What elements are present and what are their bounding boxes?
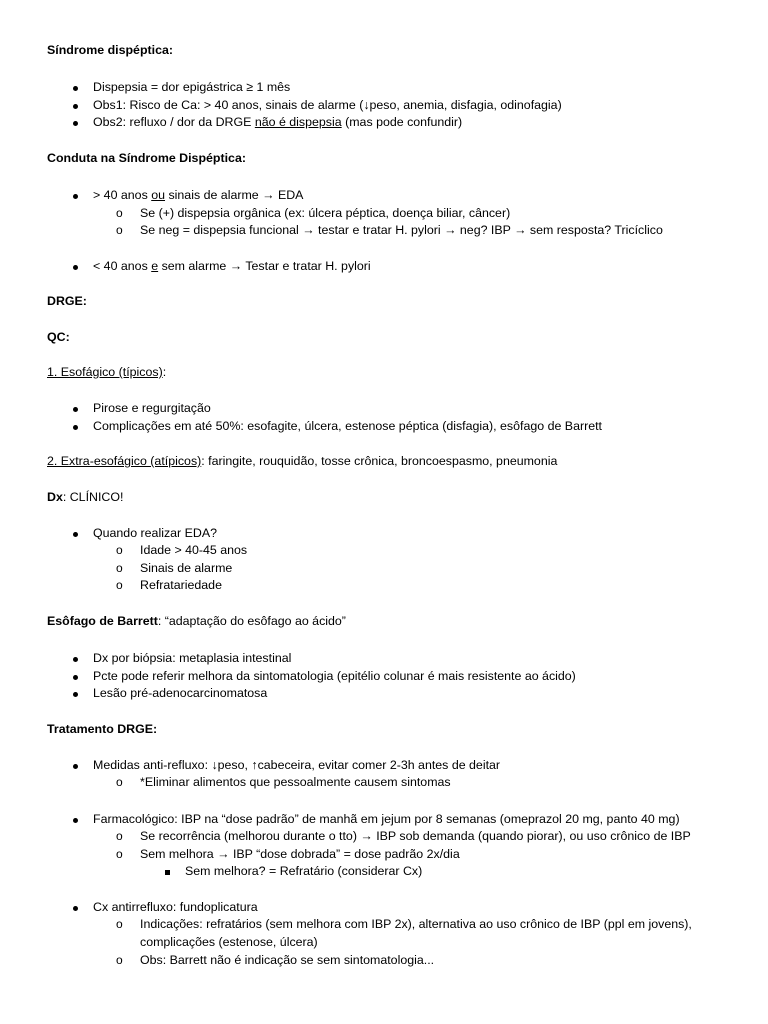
sub-bullet: o <box>116 578 123 592</box>
bullet <box>73 104 78 109</box>
sub-list-item: Sinais de alarme <box>140 561 233 575</box>
heading-sindrome-dispeptica: Síndrome dispéptica: <box>47 43 173 57</box>
bullet <box>73 265 78 270</box>
sub-bullet: o <box>116 829 123 843</box>
sub-list-item: Indicações: refratários (sem melhora com IBP 2x), alternativa ao uso crônico de IBP (ppl em jovens), <box>140 917 692 931</box>
sub-list-item: Idade > 40-45 anos <box>140 543 248 557</box>
bullet <box>73 657 78 662</box>
bullet <box>73 86 78 91</box>
sub-list-item: Obs: Barrett não é indicação se sem sintomatologia... <box>140 953 435 967</box>
bullet <box>73 425 78 430</box>
bullet <box>73 407 78 412</box>
sub-list-item: Refratariedade <box>140 578 222 592</box>
list-item: Complicações em até 50%: esofagite, úlcera, estenose péptica (disfagia), esôfago de Barrett <box>93 419 602 433</box>
bullet <box>73 906 78 911</box>
heading-esofagico: 1. Esofágico (típicos): <box>47 365 167 379</box>
heading-conduta: Conduta na Síndrome Dispéptica: <box>47 151 246 165</box>
sub-bullet: o <box>116 223 123 237</box>
heading-tratamento: Tratamento DRGE: <box>47 722 158 736</box>
list-item: Lesão pré-adenocarcinomatosa <box>93 686 268 700</box>
bullet <box>73 194 78 199</box>
heading-qc: QC: <box>47 330 70 344</box>
sub-list-item-continuation: complicações (estenose, úlcera) <box>140 935 318 949</box>
list-item: Medidas anti-refluxo: ↓peso, ↑cabeceira, evitar comer 2-3h antes de deitar <box>93 758 501 772</box>
list-item: Cx antirrefluxo: fundoplicatura <box>93 900 258 914</box>
list-item: > 40 anos ou sinais de alarme → EDA <box>93 188 304 202</box>
bullet <box>73 764 78 769</box>
sub-list-item: Se recorrência (melhorou durante o tto) → IBP sob demanda (quando piorar), ou uso crônico de IBP <box>140 829 691 843</box>
sub-bullet: o <box>116 847 123 861</box>
sub-list-item: Sem melhora → IBP “dose dobrada” = dose padrão 2x/dia <box>140 847 460 861</box>
list-item: < 40 anos e sem alarme → Testar e tratar H. pylori <box>93 259 371 273</box>
sub-sub-list-item: Sem melhora? = Refratário (considerar Cx) <box>185 864 423 878</box>
sub-sub-bullet <box>165 870 170 875</box>
list-item: Farmacológico: IBP na “dose padrão” de manhã em jejum por 8 semanas (omeprazol 20 mg, panto 40 mg) <box>93 812 680 826</box>
bullet <box>73 532 78 537</box>
list-item: Dispepsia = dor epigástrica ≥ 1 mês <box>93 80 291 94</box>
sub-bullet: o <box>116 543 123 557</box>
list-item: Quando realizar EDA? <box>93 526 217 540</box>
sub-bullet: o <box>116 206 123 220</box>
bullet <box>73 121 78 126</box>
sub-bullet: o <box>116 917 123 931</box>
bullet <box>73 675 78 680</box>
list-item: Dx por biópsia: metaplasia intestinal <box>93 651 292 665</box>
list-item: Pirose e regurgitação <box>93 401 211 415</box>
barrett-line: Esôfago de Barrett: “adaptação do esôfago ao ácido” <box>47 614 346 628</box>
list-item: Obs2: refluxo / dor da DRGE não é dispepsia (mas pode confundir) <box>93 115 463 129</box>
heading-drge: DRGE: <box>47 294 87 308</box>
bullet <box>73 692 78 697</box>
dx-line: Dx: CLÍNICO! <box>47 490 124 504</box>
sub-bullet: o <box>116 953 123 967</box>
bullet <box>73 818 78 823</box>
sub-list-item: Se neg = dispepsia funcional → testar e tratar H. pylori → neg? IBP → sem resposta? Tricíclico <box>140 223 663 237</box>
sub-bullet: o <box>116 561 123 575</box>
sub-bullet: o <box>116 775 123 789</box>
sub-list-item: *Eliminar alimentos que pessoalmente causem sintomas <box>140 775 451 789</box>
list-item: Pcte pode referir melhora da sintomatologia (epitélio colunar é mais resistente ao ácido) <box>93 669 576 683</box>
sub-list-item: Se (+) dispepsia orgânica (ex: úlcera péptica, doença biliar, câncer) <box>140 206 511 220</box>
extra-esofagico-line: 2. Extra-esofágico (atípicos): faringite, rouquidão, tosse crônica, broncoespasmo, pneumonia <box>47 454 558 468</box>
list-item: Obs1: Risco de Ca: > 40 anos, sinais de alarme (↓peso, anemia, disfagia, odinofagia) <box>93 98 562 112</box>
